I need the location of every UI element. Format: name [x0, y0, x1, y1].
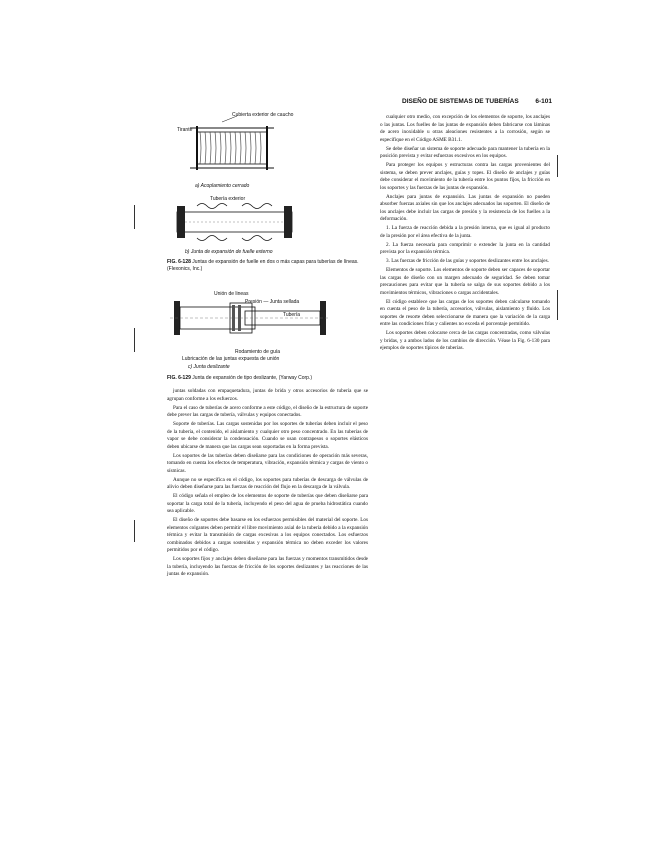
- figure-caption-6-129: [167, 375, 367, 382]
- fig-a-callout: Cubierta exterior de caucho: [232, 112, 294, 118]
- paragraph: Para el caso de tuberías de acero conforme a este código, el diseño de la estructura de soporte debe prever las cargas de tubería, válvulas y equipos conectados.: [167, 404, 368, 418]
- page-header: [402, 98, 552, 105]
- fig-c-top-label-2: Presión — Junta sellada: [245, 299, 300, 305]
- paragraph: Anclajes para juntas de expansión. Las juntas de expansión no pueden absorber fuerzas axiales sin que los anclajes adecuados las soporten. El diseño de los anclajes debe incluir las cargas de presión y la resistencia de los fuelles a la deformación.: [380, 193, 550, 222]
- paragraph: El código establece que las cargas de los soportes deben calcularse tomando en cuenta el peso de la tubería, accesorios, válvulas, aislamiento y fluido. Los soportes de resorte deben seleccionarse de manera que la variación de la carga entre las condiciones frías y calientes no exceda el porcentaje permitido.: [380, 298, 550, 327]
- paragraph: juntas soldadas con empaquetadura, juntas de brida y otros accesorios de tubería que se agrupan conforme a los esfuerzos.: [167, 388, 368, 402]
- left-margin-mark: [134, 205, 135, 229]
- paragraph: 3. Las fuerzas de fricción de las guías y soportes deslizantes entre los anclajes.: [386, 258, 549, 264]
- fig-a-sublabel: a) Acoplamiento cerrado: [195, 183, 250, 189]
- fig-c-bottom-label-2: Lubricación de las juntas expuesta de unión: [182, 356, 280, 362]
- right-text-column: [380, 114, 550, 354]
- paragraph: 1. La fuerza de reacción debida a la presión interna, que es igual al producto de la presión por el área efectiva de la junta.: [380, 225, 550, 239]
- paragraph: El diseño de soportes debe basarse en los esfuerzos permisibles del material del soporte. Los elementos colgantes deben permitir el libre movimiento axial de la tubería debido a la expansión térmica y evitar la transmisión de cargas excesivas a los equipos conectados. Los esfuerzos combinados debidos a cargas sostenidas y expansión térmica no deben exceder los valores permitidos por el código.: [167, 517, 368, 553]
- right-margin-mark: [557, 290, 558, 320]
- fig-c-bottom-label-1: Rodamiento de guía: [235, 349, 281, 355]
- left-margin-mark: [134, 520, 135, 542]
- paragraph: Para proteger los equipos y estructuras contra las cargas provenientes del sistema, se deben prever anclajes, guías y topes. El diseño de anclajes y guías debe considerar el movimiento de la tubería entre los puntos fijos, la fricción en los soportes y las fuerzas de las juntas de expansión.: [380, 162, 550, 191]
- paragraph: Elementos de soporte. Los elementos de soporte deben ser capaces de soportar las cargas de diseño con un margen adecuado de seguridad. Se deben tomar precauciones para evitar que la tubería se salga de sus soportes debido a los movimientos térmicos, vibraciones o cargas accidentales.: [380, 267, 550, 296]
- paragraph: Los soportes deben colocarse cerca de las cargas concentradas, como válvulas y bridas, y a ambos lados de los cambios de dirección. Véase la Fig. 6-130 para ejemplos de soportes típicos de tuberías.: [380, 330, 550, 351]
- left-margin-mark: [134, 328, 135, 352]
- paragraph: cualquier otro medio, con excepción de los elementos de soporte, los anclajes o las juntas. Los fuelles de las juntas de expansión deben fabricarse con láminas de acero inoxidable u otras aleaciones resistentes a la corrosión, según se especifique en el Código ASME B31.1.: [380, 114, 550, 143]
- fig-a-left-label: Tirante: [177, 127, 193, 133]
- left-text-column: [167, 388, 368, 580]
- caption-number: FIG. 6-129: [167, 375, 191, 381]
- right-margin-mark: [557, 155, 558, 177]
- fig-b-sublabel: b) Junta de expansión de fuelle externo: [185, 249, 273, 255]
- figure-b-bellows-diagram: [172, 200, 297, 245]
- caption-text: Junta de expansión de tipo deslizante, (Yarway Corp.): [192, 375, 312, 381]
- figure-caption-6-128: [167, 259, 367, 272]
- running-title: DISEÑO DE SISTEMAS DE TUBERÍAS: [402, 98, 519, 105]
- paragraph: Aunque no se especifica en el código, los soportes para tuberías de descarga de válvulas de alivio deben diseñarse para las fuerzas de reacción del flujo en la descarga de la válvula.: [167, 476, 368, 490]
- paragraph: Los soportes de las tuberías deben diseñarse para las condiciones de operación más severas, tomando en cuenta los efectos de temperatura, vibración, expansión térmica y cargas de viento o sísmicas.: [167, 452, 368, 474]
- caption-text: Juntas de expansión de fuelle en dos o más capas para tuberías de líneas. (Flexonics, Inc.): [167, 259, 359, 272]
- paragraph: 2. La fuerza necesaria para comprimir o extender la junta en la cantidad prevista por la expansión térmica.: [380, 241, 550, 255]
- fig-b-callout: Tubería exterior: [210, 196, 246, 202]
- caption-number: FIG. 6-128: [167, 259, 191, 265]
- page-number: 6-101: [535, 98, 552, 105]
- paragraph: Soporte de tuberías. Las cargas sostenidas por los soportes de tuberías deben incluir el peso de la tubería, el contenido, el aislamiento y cualquier otro peso concentrado. En las tuberías de vapor se debe considerar la condensación. Cuando se usan contrapesos o soportes elásticos deben ubicarse de manera que las cargas sean soportadas en la forma prevista.: [167, 421, 368, 450]
- paragraph: Se debe diseñar un sistema de soporte adecuado para mantener la tubería en la posición prevista y evitar esfuerzos excesivos en los equipos.: [380, 145, 550, 159]
- fig-c-right-label: Tubería: [283, 312, 301, 318]
- fig-c-top-label-1: Unión de lineas: [214, 291, 249, 297]
- paragraph: El código señala el empleo de los elementos de soporte de tuberías que deben diseñarse para soportar la carga total de la tubería, incluyendo el peso del agua de prueba hidrostática cuando sea aplicable.: [167, 493, 368, 514]
- paragraph: Los soportes fijos y anclajes deben diseñarse para las fuerzas y momentos transmitidos desde la tubería, incluyendo las fuerzas de fricción de los soportes deslizantes y las reacciones de las juntas de expansión.: [167, 556, 368, 577]
- fig-c-sublabel: c) Junta deslizante: [188, 364, 230, 370]
